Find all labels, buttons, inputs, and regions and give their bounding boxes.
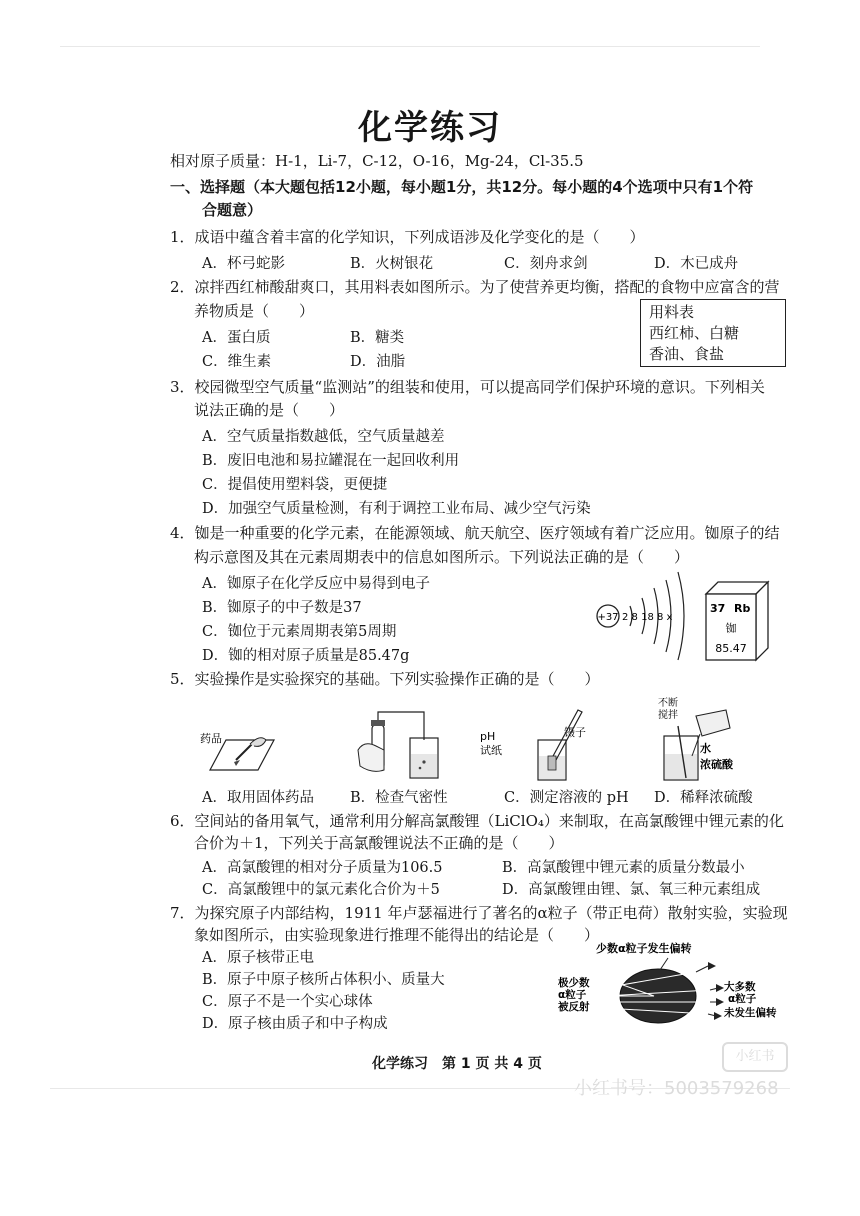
fig-a-label: 药品 xyxy=(200,732,222,745)
rubidium-periodic-cell xyxy=(704,580,770,662)
q1-option-c: C．刻舟求剑 xyxy=(504,256,588,272)
fig-d-stir1: 不断 xyxy=(658,698,678,709)
fig-c-ph: pH xyxy=(480,730,496,743)
section-heading: 一、选择题（本大题包括12小题，每小题1分，共12分。每小题的4个选项中只有1个符 xyxy=(170,178,754,196)
q7-stem-line1: 7．为探究原子内部结构，1911 年卢瑟福进行了著名的α粒子（带正电荷）散射实验，实验现 xyxy=(170,904,788,922)
fig-top-label: 少数α粒子发生偏转 xyxy=(596,942,692,955)
section-heading-cont: 合题意） xyxy=(202,201,263,219)
page-footer: 化学练习 第 1 页 共 4 页 xyxy=(372,1056,542,1072)
atomic-mass-note: 相对原子质量：H-1，Li-7，C-12，O-16，Mg-24，Cl-35.5 xyxy=(170,152,584,170)
fig-c-paper: 试纸 xyxy=(480,744,502,757)
q5-option-c: C．测定溶液的 pH xyxy=(504,790,629,806)
q3-stem-line2: 说法正确的是（ ） xyxy=(194,401,345,419)
watermark-id: 小红书号：5003579268 xyxy=(574,1078,779,1099)
watermark-logo: 小红书 xyxy=(722,1042,788,1072)
ingredient-table-title: 用料表 xyxy=(649,303,695,321)
fig-c-tweezers: 镊子 xyxy=(564,726,586,739)
q4-stem-line1: 4．铷是一种重要的化学元素，在能源领域、航天航空、医疗领域有着广泛应用。铷原子的结 xyxy=(170,524,780,542)
q1-option-a: A．杯弓蛇影 xyxy=(202,256,285,272)
q5-option-b: B．检查气密性 xyxy=(350,790,448,806)
q4-option-b: B．铷原子的中子数是37 xyxy=(202,600,362,616)
cell-symbol: Rb xyxy=(734,602,751,615)
q5-fig-dilute-acid xyxy=(656,696,766,792)
q5-option-d: D．稀释浓硫酸 xyxy=(654,790,753,806)
q7-stem-line2: 象如图所示，由实验现象进行推理不能得出的结论是（ ） xyxy=(194,926,600,944)
q3-option-d: D．加强空气质量检测，有利于调控工业布局、减少空气污染 xyxy=(202,501,591,517)
q5-fig-solid-reagent xyxy=(196,720,276,782)
q3-stem-line1: 3．校园微型空气质量“监测站”的组装和使用，可以提高同学们保护环境的意识。下列相关 xyxy=(170,378,765,396)
q1-option-b: B．火树银花 xyxy=(350,256,434,272)
q5-option-a: A．取用固体药品 xyxy=(202,790,314,806)
q1-option-d: D．木已成舟 xyxy=(654,256,739,272)
fig-right-1: 大多数 xyxy=(724,981,756,993)
fig-left-2: α粒子 xyxy=(558,989,587,1001)
cell-atomic-number: 37 xyxy=(710,602,726,615)
q3-option-c: C．提倡使用塑料袋，更便捷 xyxy=(202,477,388,493)
page-title: 化学练习 xyxy=(358,108,502,148)
ingredient-line-2: 香油、食盐 xyxy=(649,345,725,363)
q7-option-d: D．原子核由质子和中子构成 xyxy=(202,1016,388,1032)
q2-option-a: A．蛋白质 xyxy=(202,330,271,346)
fig-d-water: 水 xyxy=(700,742,711,755)
fig-left-1: 极少数 xyxy=(558,977,590,989)
scan-artifact-line xyxy=(60,46,760,47)
q5-fig-airtight-check xyxy=(354,710,444,786)
q4-stem-line2: 构示意图及其在元素周期表中的信息如图所示。下列说法正确的是（ ） xyxy=(194,548,690,566)
alpha-scattering-diagram xyxy=(558,938,788,1034)
q3-option-b: B．废旧电池和易拉罐混在一起回收利用 xyxy=(202,453,460,469)
fig-right-2: α粒子 xyxy=(728,993,757,1005)
fig-right-3: 未发生偏转 xyxy=(724,1007,777,1019)
q2-option-c: C．维生素 xyxy=(202,354,272,370)
q4-option-a: A．铷原子在化学反应中易得到电子 xyxy=(202,576,430,592)
q6-stem-line2: 合价为＋1，下列关于高氯酸锂说法不正确的是（ ） xyxy=(194,834,564,852)
q4-option-c: C．铷位于元素周期表第5周期 xyxy=(202,624,397,640)
q1-stem: 1．成语中蕴含着丰富的化学知识，下列成语涉及化学变化的是（ ） xyxy=(170,228,645,246)
q5-stem: 5．实验操作是实验探究的基础。下列实验操作正确的是（ ） xyxy=(170,670,600,688)
cell-mass: 85.47 xyxy=(715,642,747,655)
ingredient-table-box xyxy=(640,299,786,367)
cell-name: 铷 xyxy=(725,622,737,635)
q2-stem-line1: 2．凉拌西红柿酸甜爽口，其用料表如图所示。为了使营养更均衡，搭配的食物中应富含的营 xyxy=(170,278,780,296)
q6-option-b: B．高氯酸锂中锂元素的质量分数最小 xyxy=(502,860,745,876)
q3-option-a: A．空气质量指数越低，空气质量越差 xyxy=(202,429,445,445)
q6-stem-line1: 6．空间站的备用氧气，通常利用分解高氯酸锂（LiClO₄）来制取，在高氯酸锂中锂元素的化 xyxy=(170,812,784,830)
q7-option-a: A．原子核带正电 xyxy=(202,950,314,966)
rubidium-atom-structure-diagram xyxy=(590,568,700,664)
fig-d-stir2: 搅拌 xyxy=(658,710,678,721)
q6-option-a: A．高氯酸锂的相对分子质量为106.5 xyxy=(202,860,443,876)
ingredient-line-1: 西红柿、白糖 xyxy=(649,324,740,342)
q5-fig-ph-test xyxy=(480,704,610,784)
q2-option-d: D．油脂 xyxy=(350,354,406,370)
q6-option-c: C．高氯酸锂中的氯元素化合价为＋5 xyxy=(202,882,440,898)
fig-left-3: 被反射 xyxy=(558,1001,590,1013)
fig-d-acid: 浓硫酸 xyxy=(700,758,733,771)
q2-option-b: B．糖类 xyxy=(350,330,405,346)
q7-option-b: B．原子中原子核所占体积小、质量大 xyxy=(202,972,445,988)
q6-option-d: D．高氯酸锂由锂、氯、氧三种元素组成 xyxy=(502,882,761,898)
nucleus-charge-label: +37 xyxy=(597,612,619,623)
q4-option-d: D．铷的相对原子质量是85.47g xyxy=(202,648,410,664)
q2-stem-line2: 养物质是（ ） xyxy=(194,302,315,320)
q7-option-c: C．原子不是一个实心球体 xyxy=(202,994,373,1010)
electron-shells-label: 2 8 18 8 x xyxy=(622,612,673,623)
